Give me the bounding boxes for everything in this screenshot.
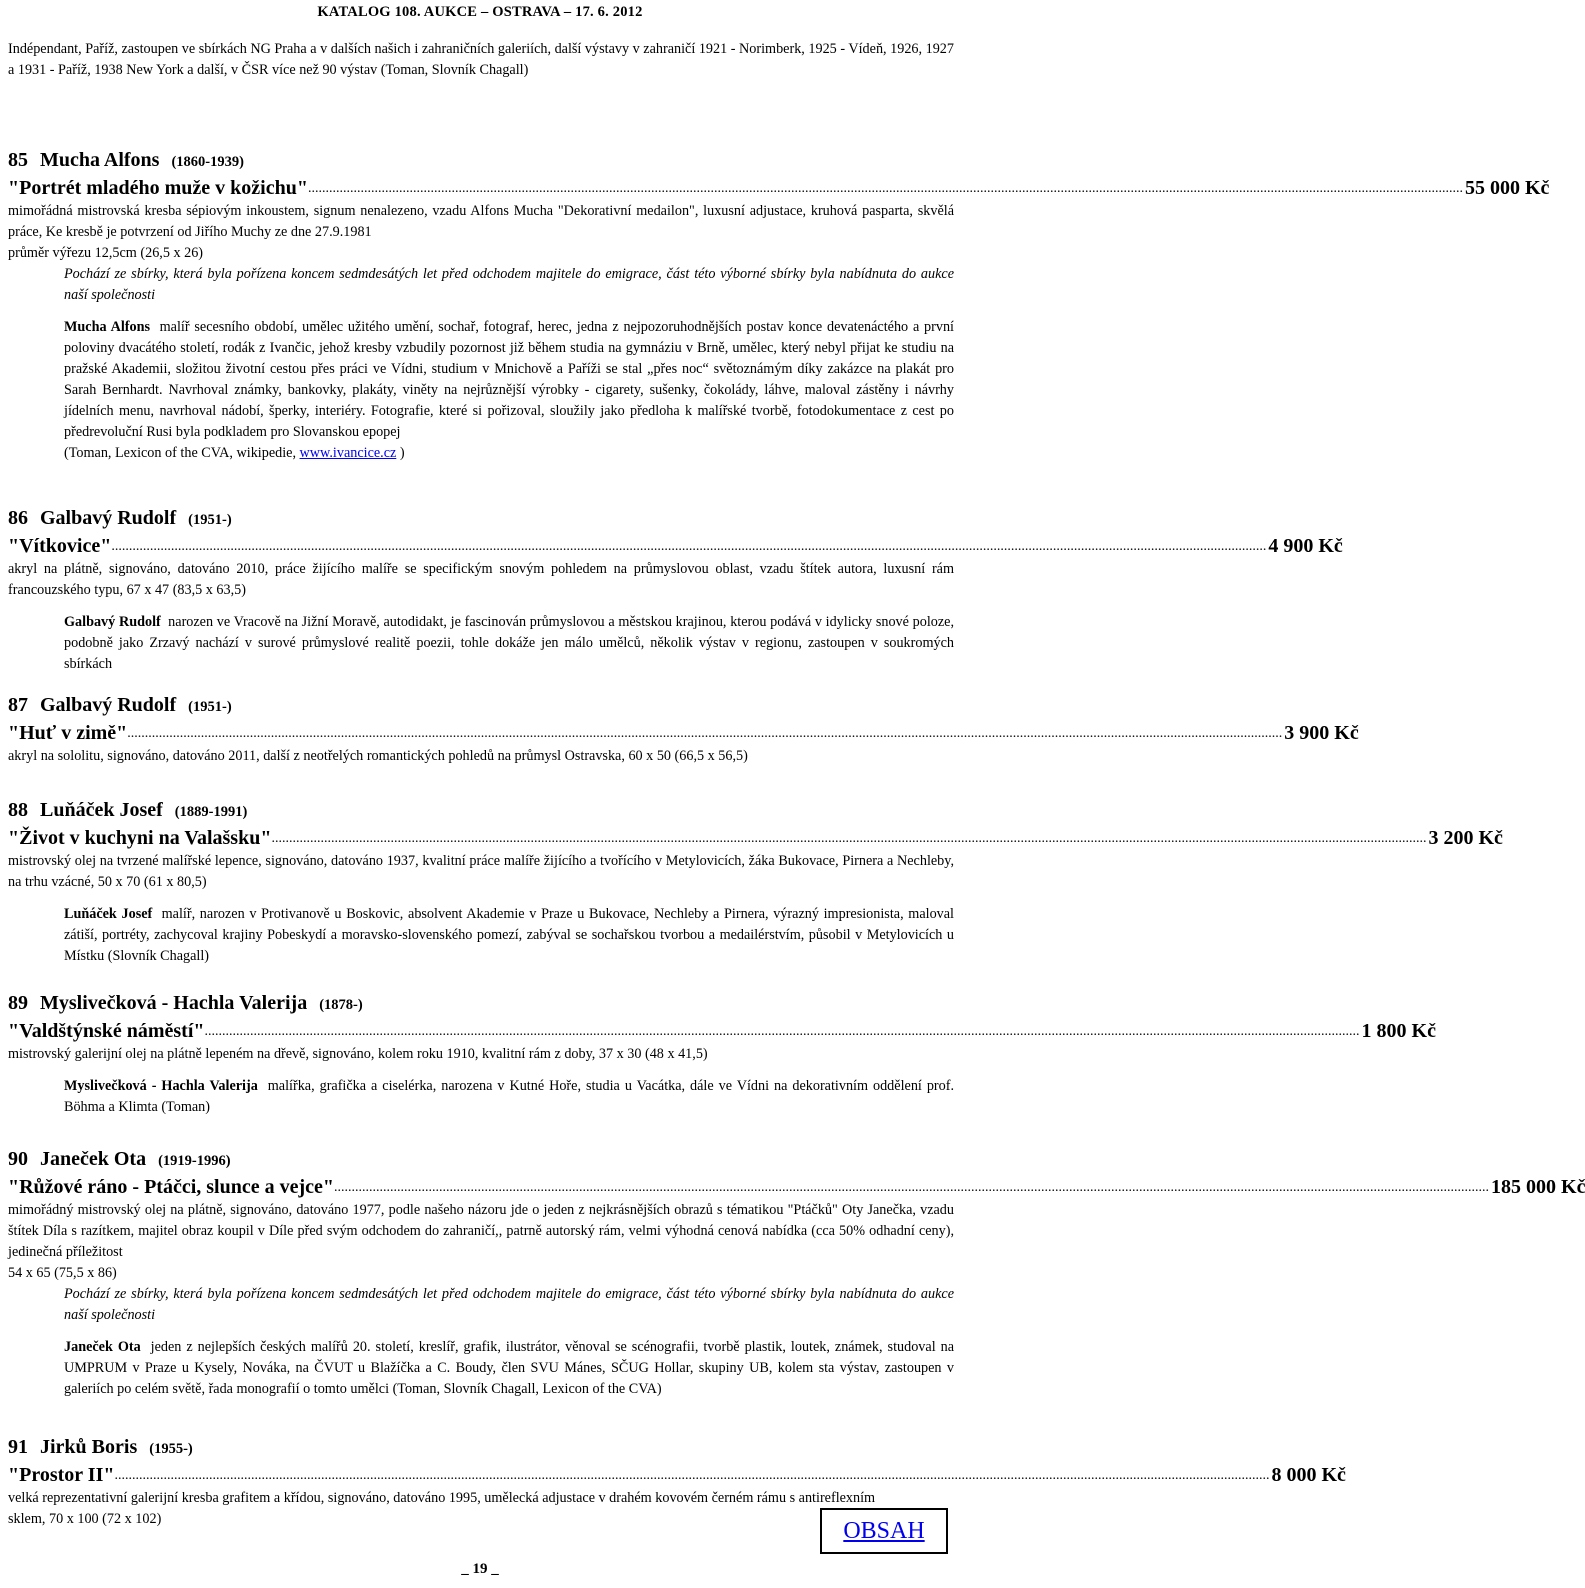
lot-number: 86 [8,507,28,529]
bio-source-suffix: ) [396,445,405,461]
leader-dots: .......................................................................................................................................................................................................................................................................................................................................... [307,181,1463,196]
lot-86 [8,505,1343,675]
lot-price: 3 900 Kč [1284,722,1359,744]
lot-provenance: Pochází ze sbírky, která byla pořízena koncem sedmdesátých let před odchodem majitele do emigrace, část této výborné sbírky byla nabídnuta do aukce naší společnosti [64,1286,954,1323]
lot-years: (1889-1991) [174,804,248,820]
lot-title: "Portrét mladého muže v kožichu" [8,177,308,199]
bio-text: malíř, narozen v Protivanově u Boskovic, absolvent Akademie v Praze u Bukovace, Nechleby a Pirnera, výrazný impresionista, maloval zátiší, portréty, zachycoval krajiny Pobeskydí a moravsko-slovenského pomezí, zabýval se sochařskou tvorbou a medailérstvím, působil v Metylovicích u Místku (Slovník Chagall) [64,906,954,964]
lot-description: akryl na plátně, signováno, datováno 2010, práce žijícího malíře se specifickým snovým pohledem na průmyslovou oblast, vzadu štítek autora, luxusní rám francouzského typu, 67 x 47 (83,5 x 63,5) [8,561,954,598]
lot-number: 87 [8,694,28,716]
lot-85 [8,147,1550,464]
leader-dots: .......................................................................................................................................................................................................................................................................................................................................... [127,726,1283,741]
lot-artist-line [8,797,954,825]
bio-text: malíř secesního období, umělec užitého umění, sochař, fotograf, herec, jedna z nejpozoruhodnějších postav konce devatenáctého a první poloviny dvacátého století, rodák z Ivančic, jehož kresby vzbudily pozornost již během studia na gymnáziu v Brně, umělec, který nebyl přijat ke studiu na pražské Akademii, složitou životní cestou přes práci ve Vídni, studium v Mnichově a Paříži se stal „přes noc“ světoznámým díky zakázce na plakát pro Sarah Bernhardt. Navrhoval známky, bankovky, plakáty, viněty na nejrůznější výrobky - cigarety, sušenky, čokolády, láhve, maloval zástěny i návrhy jídelních menu, navrhoval nádobí, šperky, interiéry. Fotografie, které si pořizoval, sloužily jako předloha k malířské tvorbě, fotodokumentace z cest po předrevoluční Rusi byla podkladem pro Slovanskou epopej [64,319,954,440]
lot-years: (1878-) [319,997,363,1013]
lot-title: "Vítkovice" [8,535,112,557]
lot-years: (1951-) [188,512,232,528]
lot-title: "Růžové ráno - Ptáčci, slunce a vejce" [8,1176,335,1198]
bio-source-prefix: (Toman, Lexicon of the CVA, wikipedie, [64,445,300,461]
lot-89 [8,990,1436,1118]
lot-title-line [8,1462,1346,1488]
lot-title: "Život v kuchyni na Valašsku" [8,827,272,849]
lot-years: (1951-) [188,699,232,715]
bio-name: Myslivečková - Hachla Valerija [64,1078,258,1094]
lot-bio [8,904,954,967]
lot-91 [8,1434,1346,1530]
lot-title-line [8,533,1343,559]
bio-name: Luňáček Josef [64,906,153,922]
bio-text: jeden z nejlepších českých malířů 20. století, kreslíř, grafik, ilustrátor, věnoval se scénografii, tvorbě plastik, loutek, známek, studoval na UMPRUM v Praze u Kysely, Nováka, na ČVUT u Blažíčka a C. Boudy, člen SVU Mánes, SČUG Hollar, skupiny UB, kolem sta výstav, zastoupen v galeriích po celém světě, řada monografií o tomto umělci (Toman, Slovník Chagall, Lexicon of the CVA) [64,1339,955,1397]
lot-title: "Huť v zimě" [8,722,128,744]
lot-artist-line [8,1434,908,1462]
lot-number: 89 [8,992,28,1014]
intro-text: Indépendant, Paříž, zastoupen ve sbírkách NG Praha a v dalších našich i zahraničních galeriích, další výstavy v zahraničí 1921 - Norimberk, 1925 - Vídeň, 1926, 1927 a 1931 - Paříž, 1938 New York a další, v ČSR více než 90 výstav (Toman, Slovník Chagall) [8,41,954,78]
lot-88 [8,797,1503,967]
lot-years: (1919-1996) [158,1153,231,1169]
lot-number: 88 [8,799,28,821]
lot-bio [8,612,954,675]
page-number: _ 19 _ [461,1561,499,1577]
lot-price: 4 900 Kč [1268,535,1343,557]
lot-artist: Myslivečková - Hachla Valerija [40,992,308,1014]
lot-artist-line [8,692,954,720]
leader-dots: .......................................................................................................................................................................................................................................................................................................................................... [111,539,1267,554]
lot-87 [8,692,1359,767]
lot-bio [8,1337,954,1400]
leader-dots: .......................................................................................................................................................................................................................................................................................................................................... [271,831,1427,846]
lot-price: 3 200 Kč [1428,827,1503,849]
lot-artist: Galbavý Rudolf [40,507,177,529]
lot-title: "Valdštýnské náměstí" [8,1020,205,1042]
lot-90 [8,1146,1585,1400]
lot-number: 85 [8,149,28,171]
bio-name: Janeček Ota [64,1339,141,1355]
lot-artist: Janeček Ota [40,1148,147,1170]
lot-artist: Mucha Alfons [40,149,160,171]
lot-description: mimořádná mistrovská kresba sépiovým inkoustem, signum nenalezeno, vzadu Alfons Mucha "Dekorativní medailon", luxusní adjustace, kruhová pasparta, skvělá práce, Ke kresbě je potvrzení od Jiřího Muchy ze dne 27.9.1981 [8,203,954,240]
lot-price: 8 000 Kč [1271,1464,1346,1486]
lot-bio [8,317,954,464]
catalog-header: KATALOG 108. AUKCE – OSTRAVA – 17. 6. 2012 [317,4,643,20]
lot-title: "Prostor II" [8,1464,115,1486]
lot-years: (1860-1939) [171,154,244,170]
lot-title-line [8,175,1550,201]
lot-title-line [8,825,1503,851]
bio-name: Mucha Alfons [64,319,151,335]
bio-source [64,443,954,464]
lot-description: velká reprezentativní galerijní kresba grafitem a křídou, signováno, datováno 1995, umělecká adjustace v drahém kovovém černém rámu s antireflexním sklem, 70 x 100 (72 x 102) [8,1490,876,1527]
lot-number: 91 [8,1436,28,1458]
lot-years: (1955-) [149,1441,193,1457]
leader-dots: .......................................................................................................................................................................................................................................................................................................................................... [114,1468,1270,1483]
bio-text: narozen ve Vracově na Jižní Moravě, autodidakt, je fascinován průmyslovou a městskou krajinou, kterou podává v idylicky snové poloze, podobně jako Zrzavý nachází v surové průmyslové realitě poezii, tohle dokáže jen málo umělců, několik výstav v regionu, zastoupen v soukromých sbírkách [64,614,955,672]
bio-name: Galbavý Rudolf [64,614,161,630]
lot-artist-line [8,1146,954,1174]
lot-provenance: Pochází ze sbírky, která byla pořízena koncem sedmdesátých let před odchodem majitele do emigrace, část této výborné sbírky byla nabídnuta do aukce naší společnosti [64,266,954,303]
lot-artist: Jirků Boris [40,1436,138,1458]
lot-price: 55 000 Kč [1464,177,1550,199]
lot-artist: Luňáček Josef [40,799,163,821]
lot-description: akryl na sololitu, signováno, datováno 2011, další z neotřelých romantických pohledů na průmysl Ostravska, 60 x 50 (66,5 x 56,5) [8,748,748,764]
lot-price: 1 800 Kč [1361,1020,1436,1042]
lot-price: 185 000 Kč [1491,1176,1585,1198]
bio-text: malířka, grafička a ciselérka, narozena v Kutné Hoře, studia u Vacátka, dále ve Vídni na dekorativním oddělení prof. Böhma a Klimta (Toman) [64,1078,955,1115]
leader-dots: .......................................................................................................................................................................................................................................................................................................................................... [334,1180,1490,1195]
lot-description: mimořádný mistrovský olej na plátně, signováno, datováno 1977, podle našeho názoru jde o jeden z nejkrásnějších obrazů s tématikou "Ptáčků" Oty Janečka, vzadu štítek Díla s razítkem, majitel obraz koupil v Díle před svým odchodem do zahraničí,, patrně autorský rám, velmi výhodná cenová nabídka (cca 50% odhadní ceny), jedinečná příležitost [8,1202,954,1260]
lot-description: mistrovský galerijní olej na plátně lepeném na dřevě, signováno, kolem roku 1910, kvalitní rám z doby, 37 x 30 (48 x 41,5) [8,1046,708,1062]
lot-number: 90 [8,1148,28,1170]
lot-title-line [8,1018,1436,1044]
lot-dimensions: průměr výřezu 12,5cm (26,5 x 26) [8,245,204,261]
lot-title-line [8,720,1359,746]
lot-artist-line [8,505,954,533]
ivancice-link[interactable]: www.ivancice.cz [299,445,397,461]
obsah-link-button[interactable]: OBSAH [820,1508,948,1554]
lot-artist: Galbavý Rudolf [40,694,177,716]
lot-bio [8,1076,954,1118]
lot-artist-line [8,147,954,175]
lot-description: mistrovský olej na tvrzené malířské lepence, signováno, datováno 1937, kvalitní práce malíře žijícího a tvořícího v Metylovicích, žáka Bukovace, Pirnera a Nechleby, na trhu vzácné, 50 x 70 (61 x 80,5) [8,853,954,890]
lot-artist-line [8,990,954,1018]
lot-dimensions: 54 x 65 (75,5 x 86) [8,1265,117,1281]
lot-title-line [8,1174,1585,1200]
leader-dots: .......................................................................................................................................................................................................................................................................................................................................... [204,1024,1360,1039]
